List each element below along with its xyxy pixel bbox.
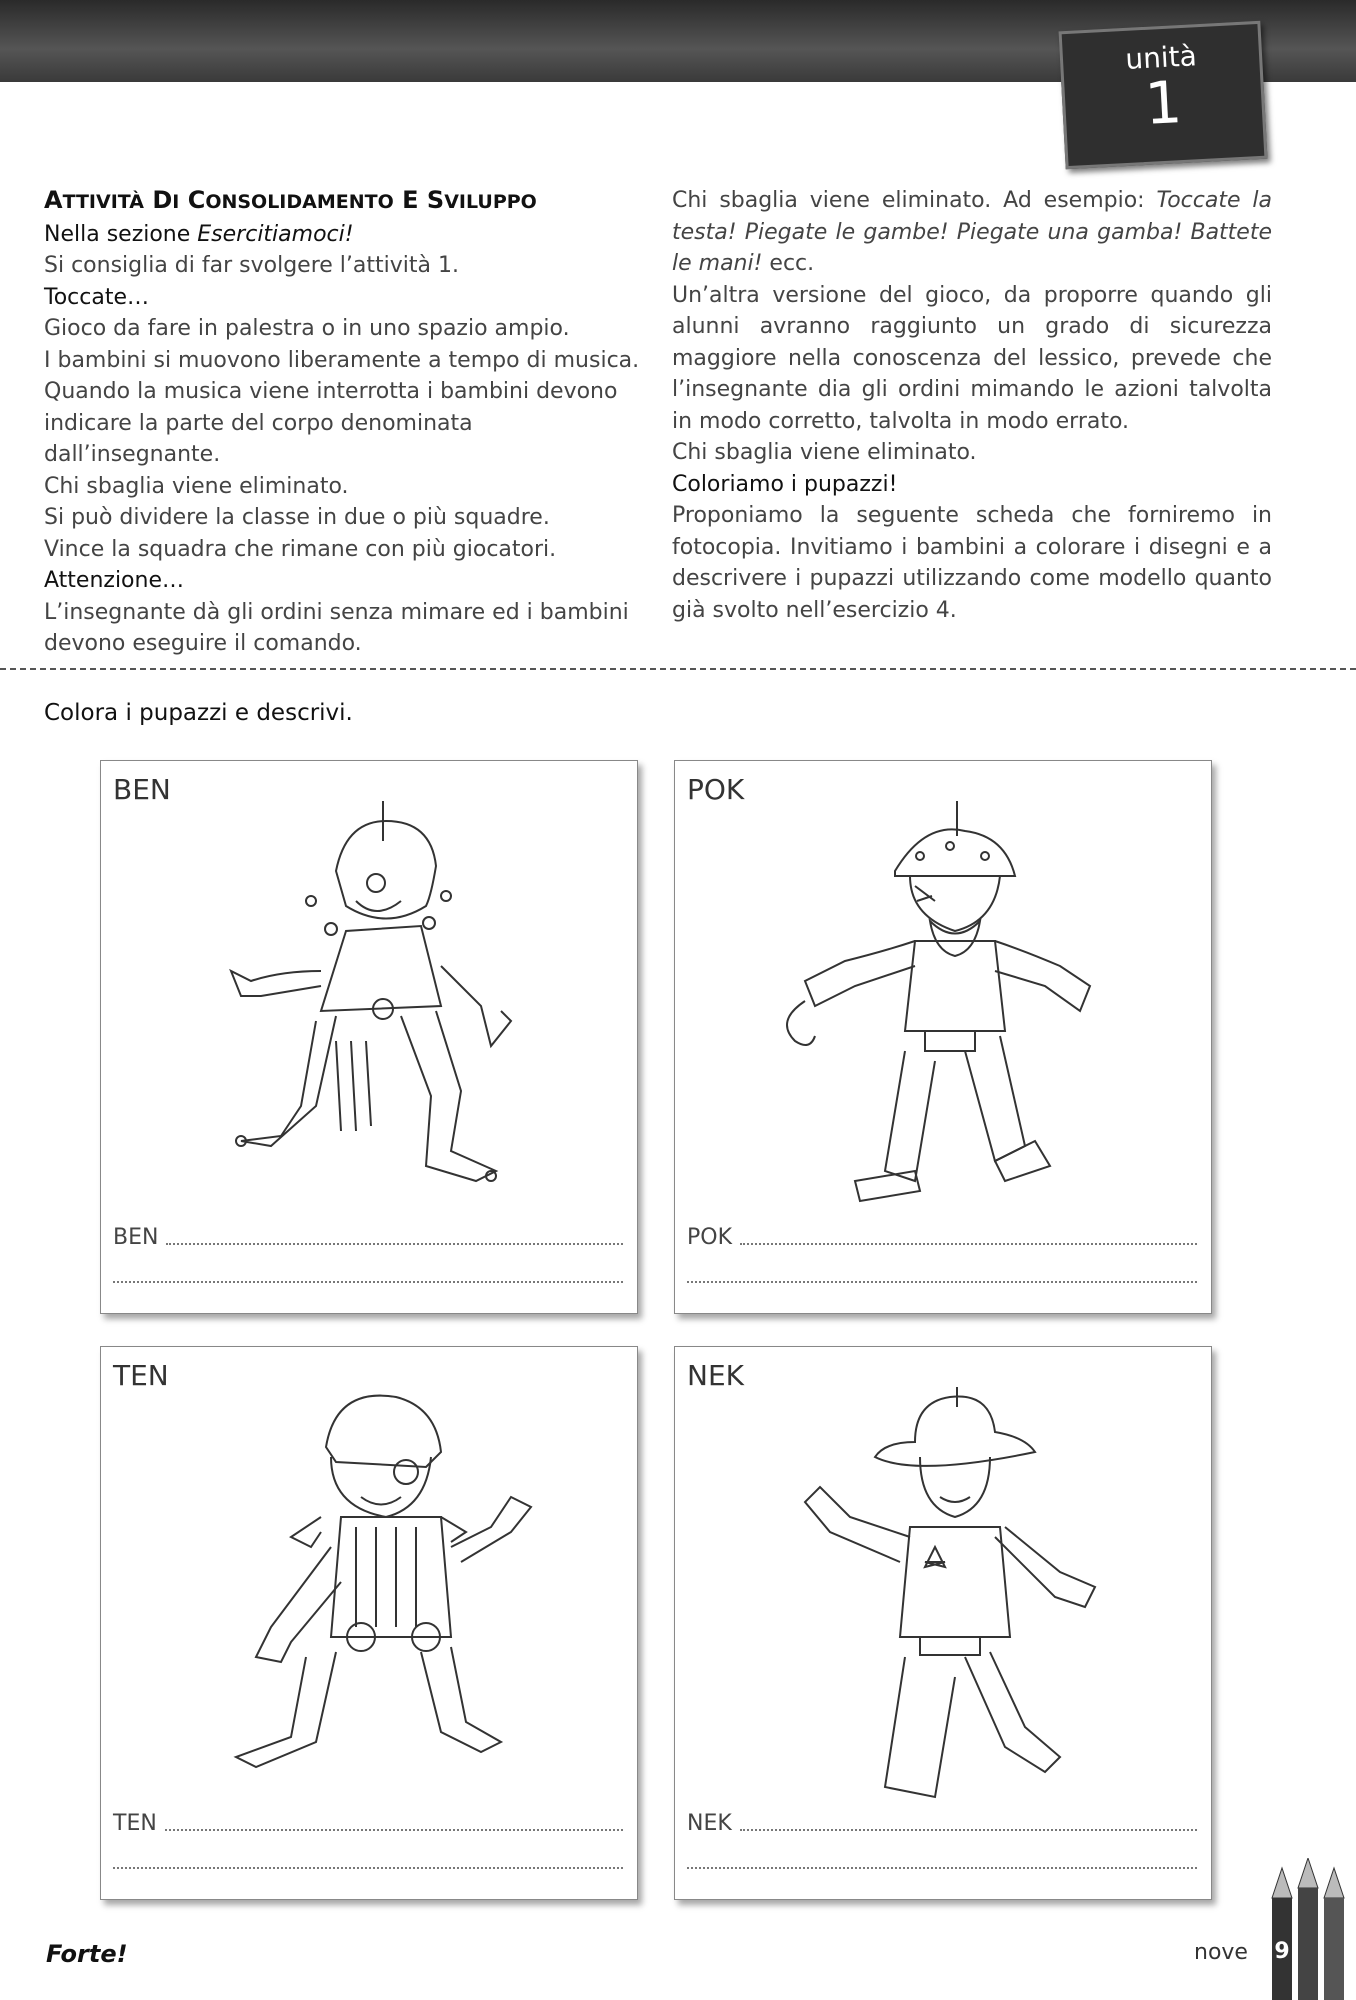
line-name: POK [687, 1225, 733, 1250]
description-line[interactable] [113, 1811, 623, 1836]
worksheet-instruction: Colora i pupazzi e descrivi. [44, 700, 353, 726]
description-line-2[interactable] [687, 1281, 1197, 1283]
subheading: Coloriamo i pupazzi! [672, 471, 898, 497]
subheading: Toccate… [44, 284, 149, 310]
puppet-name: NEK [687, 1359, 744, 1392]
pencils-icon [1262, 1858, 1352, 2000]
paragraph: L’insegnante dà gli ordini senza mimare ed i bambini devono eseguire il comando. [44, 599, 629, 656]
paragraph: Si consiglia di far svolgere l’attività 1. [44, 253, 459, 278]
description-line[interactable] [113, 1225, 623, 1250]
line-name: NEK [687, 1811, 732, 1836]
cowboy-puppet-drawing [735, 1387, 1155, 1807]
page-word: nove [1194, 1940, 1248, 1965]
unit-number: 1 [1143, 68, 1184, 138]
line-name: TEN [113, 1811, 157, 1836]
paragraph: Gioco da fare in palestra o in uno spazio ampio. [44, 316, 570, 341]
unit-badge [1059, 21, 1268, 169]
description-line[interactable] [687, 1811, 1197, 1836]
puppet-card-ten [100, 1346, 638, 1900]
text-column-left [44, 185, 644, 660]
description-line-2[interactable] [113, 1281, 623, 1283]
book-title: Forte! [46, 1940, 128, 1968]
puppet-name: POK [687, 773, 745, 806]
clown-puppet-drawing [161, 1387, 581, 1807]
subheading: Attenzione… [44, 568, 184, 593]
line-name: BEN [113, 1225, 159, 1250]
section-heading: ATTIVITÀ DI CONSOLIDAMENTO E SVILUPPO [44, 186, 537, 214]
jester-puppet-drawing [161, 801, 581, 1221]
paragraph: Un’altra versione del gioco, da proporre quando gli alunni avranno raggiunto un grado di sicurezza maggiore nella conoscenza del lessico, prevede che l’insegnante dia gli ordini mimando le azioni talvolta in modo corretto, talvolta in modo errato. [672, 282, 1272, 434]
paragraph: Vince la squadra che rimane con più giocatori. [44, 536, 557, 562]
description-line-2[interactable] [687, 1867, 1197, 1869]
page-number: 9 [1274, 1939, 1290, 1964]
puppet-card-ben [100, 760, 638, 1314]
puppet-name: TEN [113, 1359, 169, 1392]
unit-label: unità [1124, 39, 1198, 76]
paragraph: Chi sbaglia viene eliminato. [44, 473, 349, 499]
paragraph: Chi sbaglia viene eliminato. [672, 440, 977, 465]
description-line-2[interactable] [113, 1867, 623, 1869]
puppet-card-nek [674, 1346, 1212, 1900]
paragraph: Proponiamo la seguente scheda che forniremo in fotocopia. Invitiamo i bambini a colorare i disegni e a descrivere i pupazzi utilizzando come modello quanto già svolto nell’esercizio 4. [672, 503, 1272, 623]
cut-line [0, 668, 1356, 670]
puppet-card-pok [674, 760, 1212, 1314]
paragraph: I bambini si muovono liberamente a tempo di musica. Quando la musica viene interrotta i bambini devono indicare la parte del corpo denominata dall’insegnante. [44, 347, 640, 467]
description-line[interactable] [687, 1225, 1197, 1250]
puppet-name: BEN [113, 773, 171, 806]
subheading: Nella sezione Esercitiamoci! [44, 221, 354, 247]
paragraph: Chi sbaglia viene eliminato. Ad esempio: Toccate la testa! Piegate le gambe! Piegate una gamba! Battete le mani! ecc. [672, 188, 1273, 276]
paragraph: Si può dividere la classe in due o più squadre. [44, 505, 550, 530]
text-column-right [672, 185, 1272, 626]
pirate-puppet-drawing [735, 801, 1155, 1221]
